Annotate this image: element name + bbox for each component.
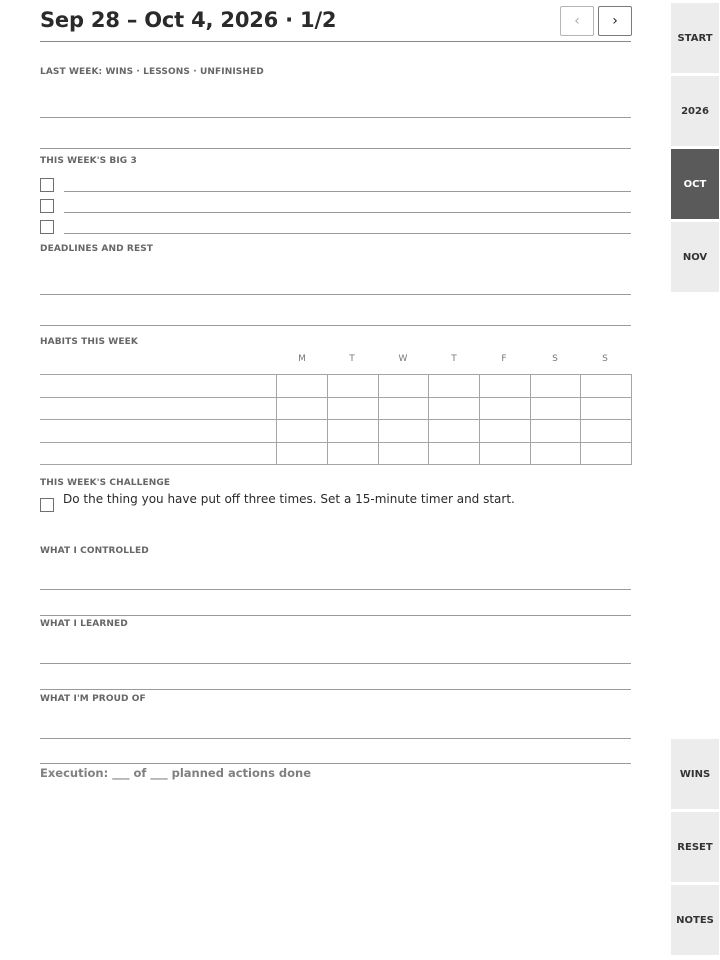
habit-check-cell[interactable]	[429, 375, 480, 398]
habit-check-cell[interactable]	[479, 442, 530, 465]
habit-name-cell[interactable]	[40, 397, 277, 420]
habit-row	[40, 420, 632, 443]
tab-start[interactable]: START	[671, 3, 719, 73]
habit-check-cell[interactable]	[429, 442, 480, 465]
section-label-deadlines: DEADLINES AND REST	[40, 244, 154, 254]
habit-day-label: S	[602, 354, 608, 364]
habit-check-cell[interactable]	[328, 420, 379, 443]
big3-checkbox-1[interactable]	[40, 178, 54, 192]
habit-check-cell[interactable]	[530, 442, 581, 465]
writing-line	[40, 589, 631, 590]
section-label-challenge: THIS WEEK'S CHALLENGE	[40, 478, 171, 488]
tab-oct[interactable]: OCT	[671, 149, 719, 219]
challenge-text: Do the thing you have put off three times. Set a 15-minute timer and start.	[63, 492, 515, 506]
habit-check-cell[interactable]	[530, 375, 581, 398]
habit-tracker-table	[40, 374, 632, 465]
habit-check-cell[interactable]	[429, 397, 480, 420]
tab-wins[interactable]: WINS	[671, 739, 719, 809]
section-label-habits: HABITS THIS WEEK	[40, 337, 138, 347]
next-page-button[interactable]	[598, 6, 632, 36]
page-title: Sep 28 – Oct 4, 2026 · 1/2	[40, 8, 337, 32]
writing-line	[40, 148, 631, 149]
chevron-left-icon: ‹	[574, 13, 580, 29]
writing-line	[40, 615, 631, 616]
page-header	[40, 6, 631, 42]
habit-check-cell[interactable]	[277, 397, 328, 420]
writing-line	[40, 325, 631, 326]
big3-line-1	[64, 191, 631, 192]
habit-day-label: T	[451, 354, 457, 364]
section-label-last-week: LAST WEEK: WINS · LESSONS · UNFINISHED	[40, 67, 264, 77]
habit-name-cell[interactable]	[40, 375, 277, 398]
writing-line	[40, 689, 631, 690]
habit-name-cell[interactable]	[40, 420, 277, 443]
big3-line-3	[64, 233, 631, 234]
habit-check-cell[interactable]	[530, 420, 581, 443]
habit-day-label: T	[349, 354, 355, 364]
habit-check-cell[interactable]	[277, 375, 328, 398]
execution-tally: Execution: ___ of ___ planned actions done	[40, 766, 312, 780]
habit-check-cell[interactable]	[479, 397, 530, 420]
habit-row	[40, 397, 632, 420]
section-label-learned: WHAT I LEARNED	[40, 619, 128, 629]
big3-checkbox-2[interactable]	[40, 199, 54, 213]
habit-check-cell[interactable]	[328, 442, 379, 465]
habit-check-cell[interactable]	[378, 420, 429, 443]
section-label-big-3: THIS WEEK'S BIG 3	[40, 156, 137, 166]
habit-day-label: F	[501, 354, 507, 364]
habit-check-cell[interactable]	[429, 420, 480, 443]
habit-check-cell[interactable]	[378, 375, 429, 398]
tab-year-2026[interactable]: 2026	[671, 76, 719, 146]
habit-check-cell[interactable]	[328, 397, 379, 420]
habit-check-cell[interactable]	[581, 420, 632, 443]
habit-check-cell[interactable]	[378, 442, 429, 465]
habit-row	[40, 442, 632, 465]
habit-check-cell[interactable]	[479, 420, 530, 443]
tab-reset[interactable]: RESET	[671, 812, 719, 882]
writing-line	[40, 763, 631, 764]
habit-name-cell[interactable]	[40, 442, 277, 465]
habit-check-cell[interactable]	[581, 397, 632, 420]
habit-check-cell[interactable]	[581, 442, 632, 465]
habit-check-cell[interactable]	[581, 375, 632, 398]
habit-row	[40, 375, 632, 398]
section-label-proud: WHAT I'M PROUD OF	[40, 694, 146, 704]
habit-check-cell[interactable]	[277, 442, 328, 465]
habit-day-label: W	[398, 354, 408, 364]
habit-check-cell[interactable]	[479, 375, 530, 398]
section-label-controlled: WHAT I CONTROLLED	[40, 546, 149, 556]
chevron-right-icon: ›	[612, 13, 618, 29]
tab-notes[interactable]: NOTES	[671, 885, 719, 955]
habit-day-label: S	[552, 354, 558, 364]
habit-check-cell[interactable]	[378, 397, 429, 420]
writing-line	[40, 738, 631, 739]
big3-line-2	[64, 212, 631, 213]
previous-page-button[interactable]	[560, 6, 594, 36]
habit-day-label: M	[298, 354, 306, 364]
habit-check-cell[interactable]	[277, 420, 328, 443]
challenge-checkbox[interactable]	[40, 498, 54, 512]
writing-line	[40, 117, 631, 118]
habit-check-cell[interactable]	[530, 397, 581, 420]
big3-checkbox-3[interactable]	[40, 220, 54, 234]
habit-check-cell[interactable]	[328, 375, 379, 398]
writing-line	[40, 663, 631, 664]
writing-line	[40, 294, 631, 295]
tab-nov[interactable]: NOV	[671, 222, 719, 292]
